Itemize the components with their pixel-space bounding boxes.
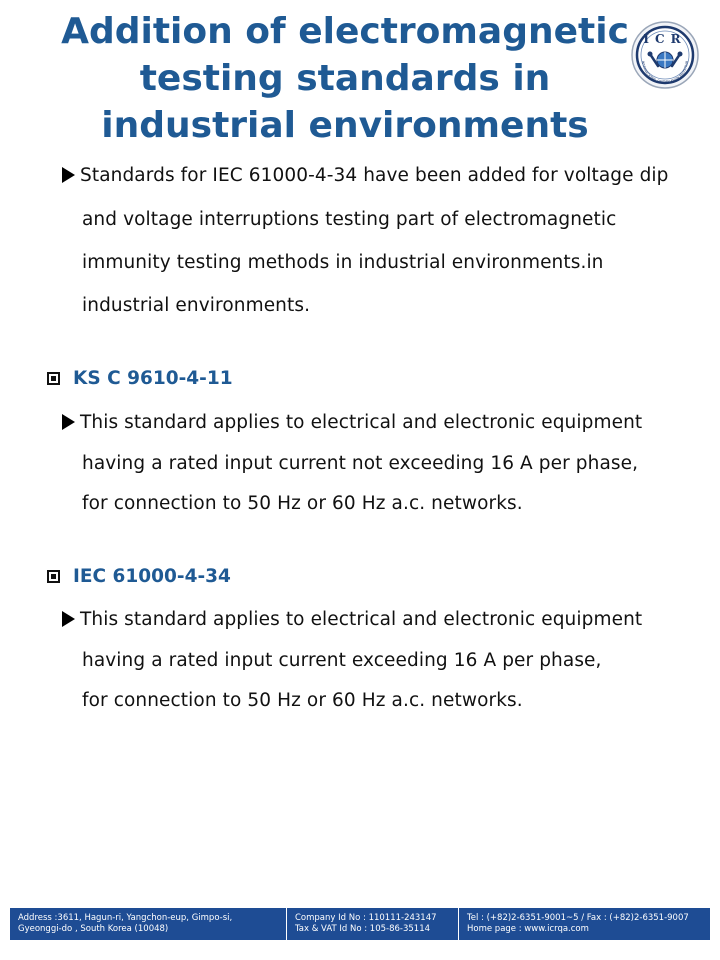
- triangle-bullet-icon: [62, 167, 75, 183]
- logo-text: ICR: [643, 32, 687, 46]
- section-heading-text: KS C 9610-4-11: [73, 368, 233, 389]
- footer-contact: [458, 908, 710, 940]
- icr-logo: [630, 20, 700, 90]
- footer-address-line-1: Address :3611, Hagun-ri, Yangchon-eup, Gimpo-si,: [18, 913, 233, 923]
- section-2-line-3: for connection to 50 Hz or 60 Hz a.c. networks.: [82, 690, 523, 711]
- footer-tax-id: Tax & VAT Id No : 105-86-35114: [295, 924, 431, 934]
- logo-ring-text: INTERNATIONAL CERTIFICATION REGISTRAR: [641, 60, 690, 85]
- intro-continuation-2: [62, 248, 712, 278]
- section-1-line-2: having a rated input current not exceeding 16 A per phase,: [82, 453, 639, 474]
- footer-homepage-link[interactable]: Home page : www.icrqa.com: [467, 924, 589, 934]
- section-1-line-1: This standard applies to electrical and electronic equipment: [62, 408, 712, 438]
- footer-address: [10, 908, 286, 940]
- square-bullet-icon: [47, 570, 60, 583]
- intro-line-2: and voltage interruptions testing part of electromagnetic: [82, 209, 617, 230]
- page-title: [50, 8, 640, 149]
- section-2-line-1: This standard applies to electrical and electronic equipment: [62, 605, 712, 635]
- intro-paragraph: [62, 161, 712, 191]
- intro-line-1: Standards for IEC 61000-4-34 have been added for voltage dip: [62, 161, 712, 191]
- section-heading-iec-61000-4-34: [47, 566, 231, 587]
- section-2-continuation-2: [62, 686, 712, 716]
- footer-address-line-2: Gyeonggi-do , South Korea (10048): [18, 924, 169, 934]
- footer-company-id: Company Id No : 110111-243147: [295, 913, 437, 923]
- triangle-bullet-icon: [62, 414, 75, 430]
- page-title-line-1: Addition of electromagnetic: [61, 11, 629, 52]
- intro-line-4: industrial environments.: [82, 295, 311, 316]
- intro-continuation-3: [62, 291, 712, 321]
- section-1-paragraph: [62, 408, 712, 438]
- footer-phone-fax: Tel : (+82)2-6351-9001~5 / Fax : (+82)2-6351-9007: [467, 913, 689, 923]
- section-2-paragraph: [62, 605, 712, 635]
- page-title-line-2: testing standards in: [139, 58, 551, 99]
- section-1-line-3: for connection to 50 Hz or 60 Hz a.c. networks.: [82, 493, 523, 514]
- section-1-continuation-1: [62, 449, 712, 479]
- triangle-bullet-icon: [62, 611, 75, 627]
- section-heading-text: IEC 61000-4-34: [73, 566, 231, 587]
- footer-company-ids: [286, 908, 458, 940]
- footer-bar: [10, 908, 710, 940]
- square-bullet-icon: [47, 372, 60, 385]
- intro-continuation-1: [62, 205, 712, 235]
- intro-line-3: immunity testing methods in industrial environments.in: [82, 252, 604, 273]
- page-title-line-3: industrial environments: [101, 105, 589, 146]
- section-2-continuation-1: [62, 646, 712, 676]
- section-2-line-2: having a rated input current exceeding 16 A per phase,: [82, 650, 602, 671]
- section-1-continuation-2: [62, 489, 712, 519]
- section-heading-ks-c-9610-4-11: [47, 368, 233, 389]
